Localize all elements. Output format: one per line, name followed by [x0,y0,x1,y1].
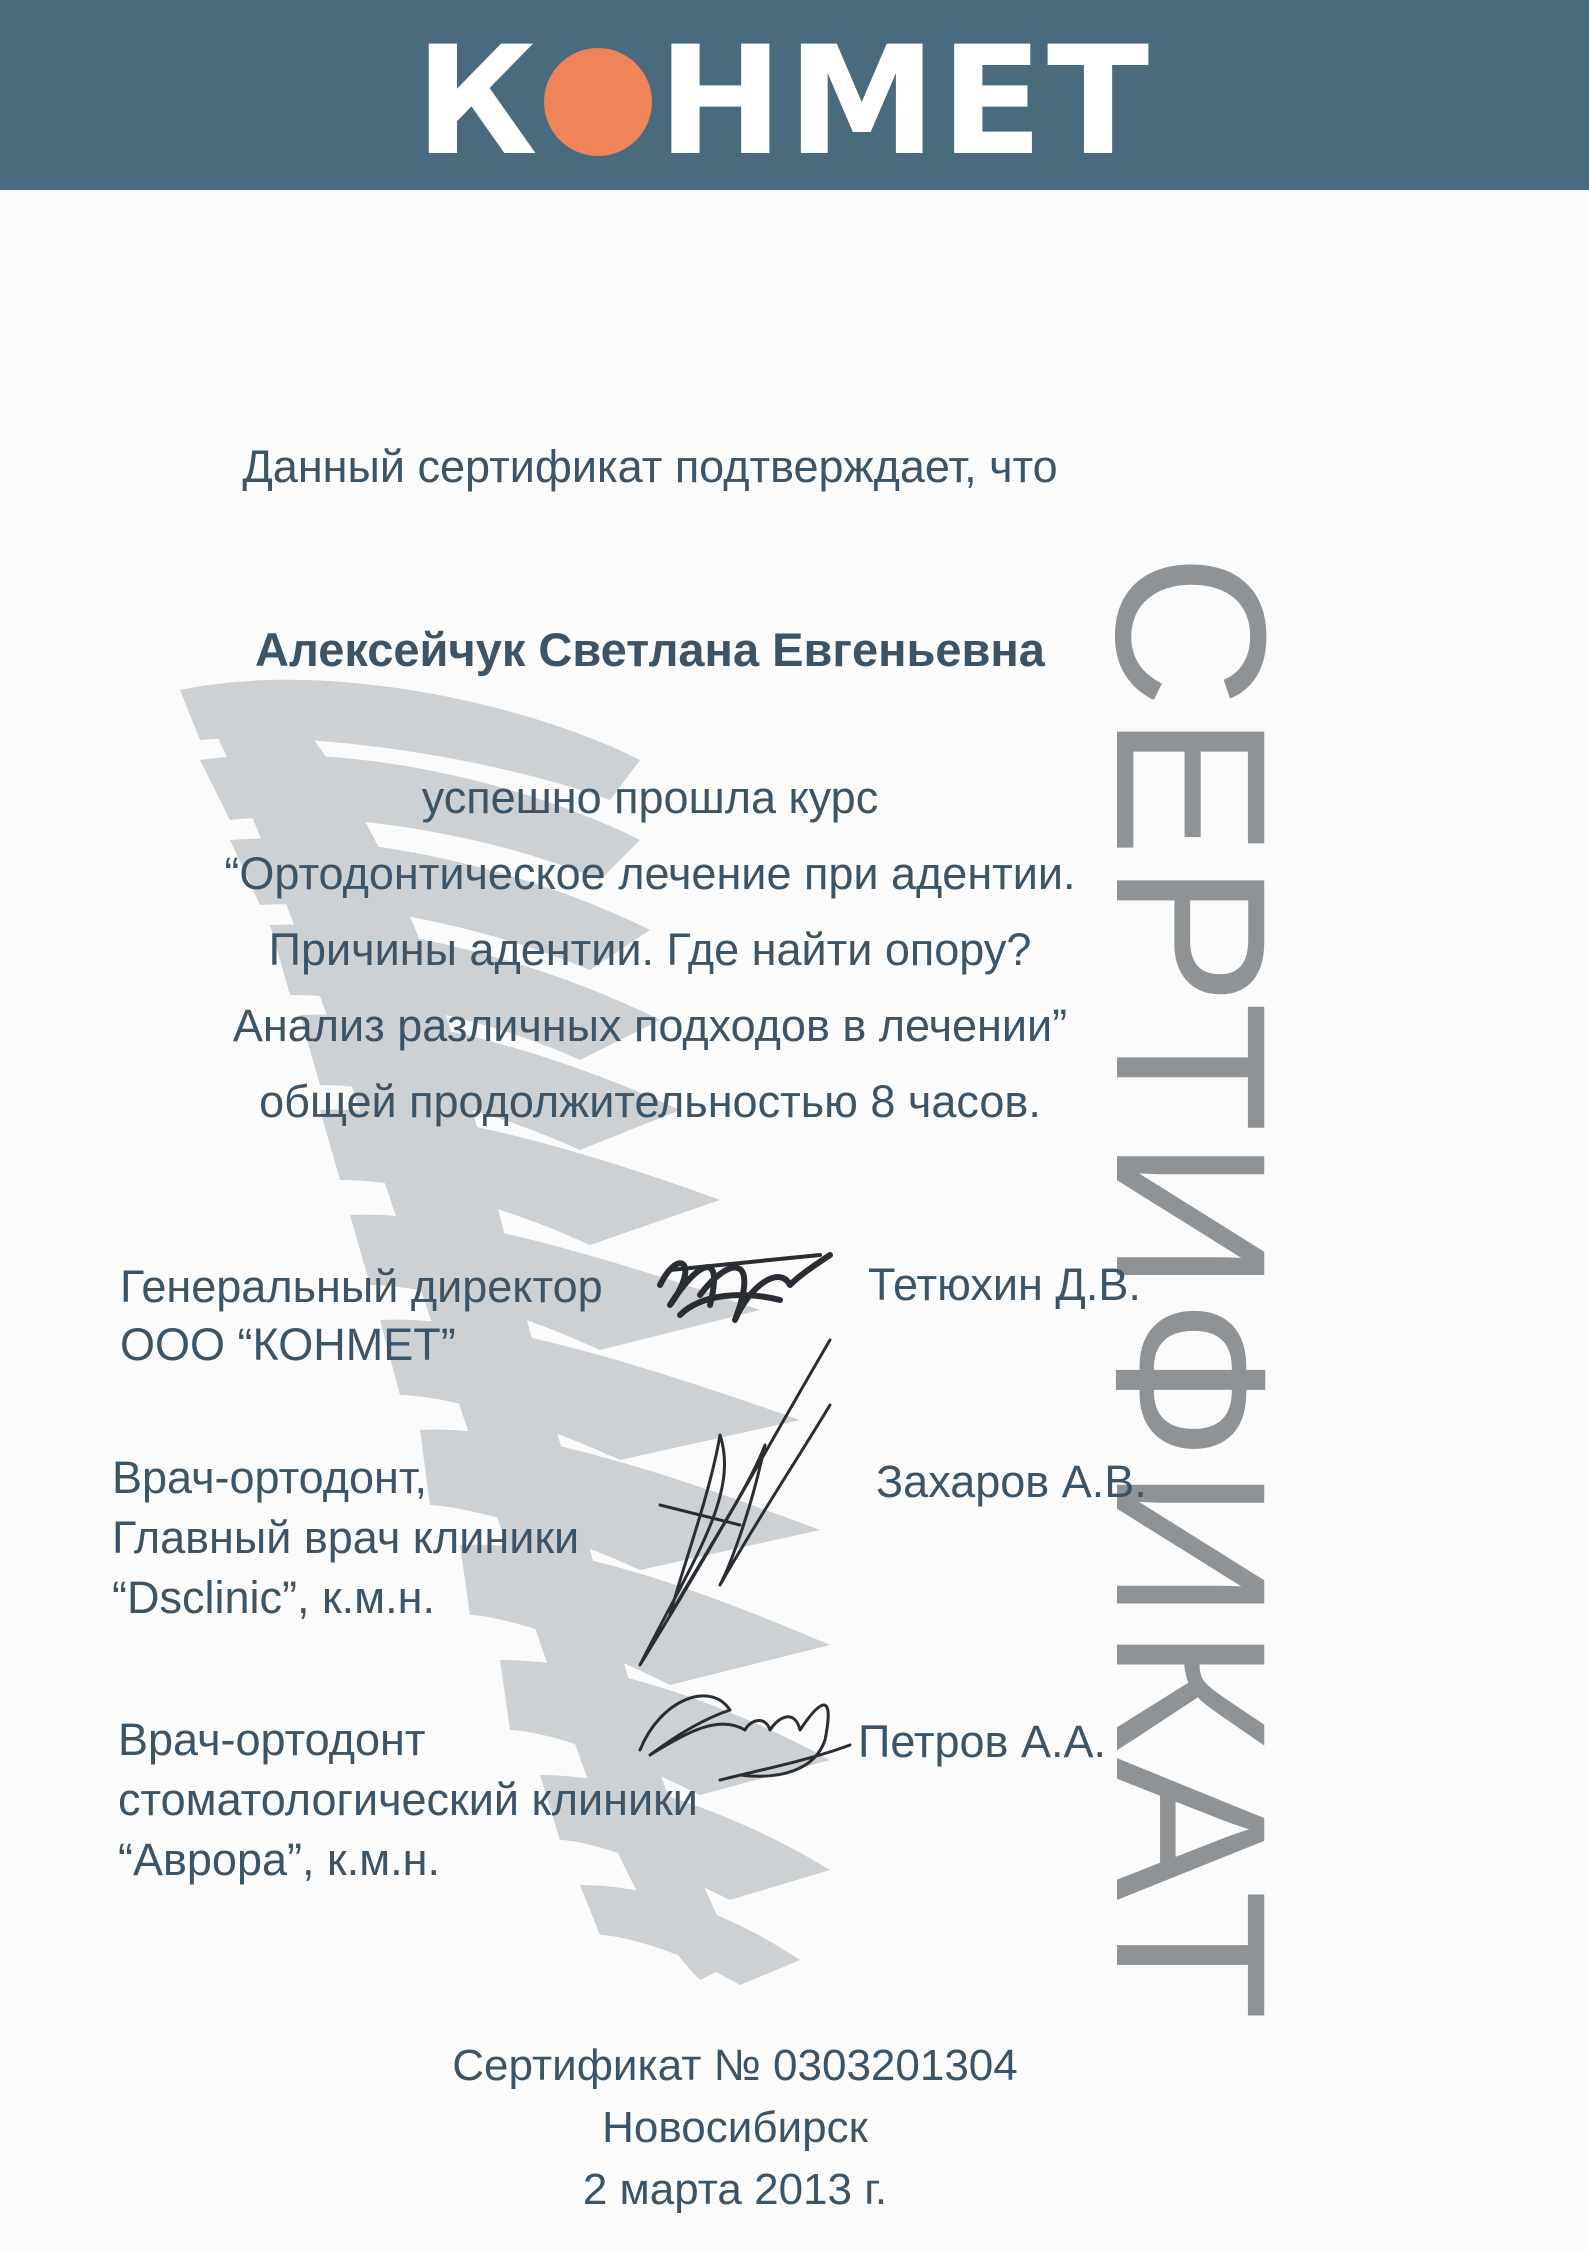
certificate-footer [270,2035,1200,2221]
city: Новосибирск [602,2103,868,2152]
signatory-title-line: Главный врач клиники [112,1512,580,1563]
course-line: общей продолжительностью 8 часов. [259,1076,1041,1127]
signatory-title-line: стоматологический клиники [118,1774,698,1825]
signatory-title-line: ООО “КОНМЕТ” [120,1319,456,1370]
vertical-certificate-title: СЕРТИФИКАТ [1071,553,1310,2027]
logo-letter-k: К [415,15,542,189]
signature-2-icon [600,1335,860,1685]
recipient-name: Алексейчук Светлана Евгеньевна [255,623,1045,676]
course-line: успешно прошла курс [421,772,879,823]
course-line: “Ортодонтическое лечение при адентии. [224,848,1076,899]
signatory-title-line: “Аврора”, к.м.н. [118,1834,440,1885]
signatory-1-name: Тетюхин Д.В. [868,1259,1141,1310]
signatory-title-line: “Dsclinic”, к.м.н. [112,1572,435,1623]
course-line: Анализ различных подходов в лечении” [232,1000,1068,1051]
signatory-3-name: Петров А.А. [858,1716,1106,1767]
signatory-title-line: Врач-ортодонт, [112,1452,427,1503]
intro-text: Данный сертификат подтверждает, что [242,441,1058,492]
signatory-title-line: Врач-ортодонт [118,1714,426,1765]
signatory-2-title [112,1448,579,1628]
course-description [150,760,1150,1140]
course-line: Причины адентии. Где найти опору? [268,924,1032,975]
signatory-2-name: Захаров А.В. [876,1456,1147,1507]
signatory-1-title [120,1258,603,1374]
logo-letters-rest: НМЕТ [657,15,1154,189]
issue-date: 2 марта 2013 г. [582,2165,888,2214]
signatory-3-title [118,1710,698,1890]
signature-3-icon [620,1660,860,1800]
signatory-title-line: Генеральный директор [120,1261,603,1312]
certificate-number: Сертификат № 0303201304 [452,2041,1018,2090]
